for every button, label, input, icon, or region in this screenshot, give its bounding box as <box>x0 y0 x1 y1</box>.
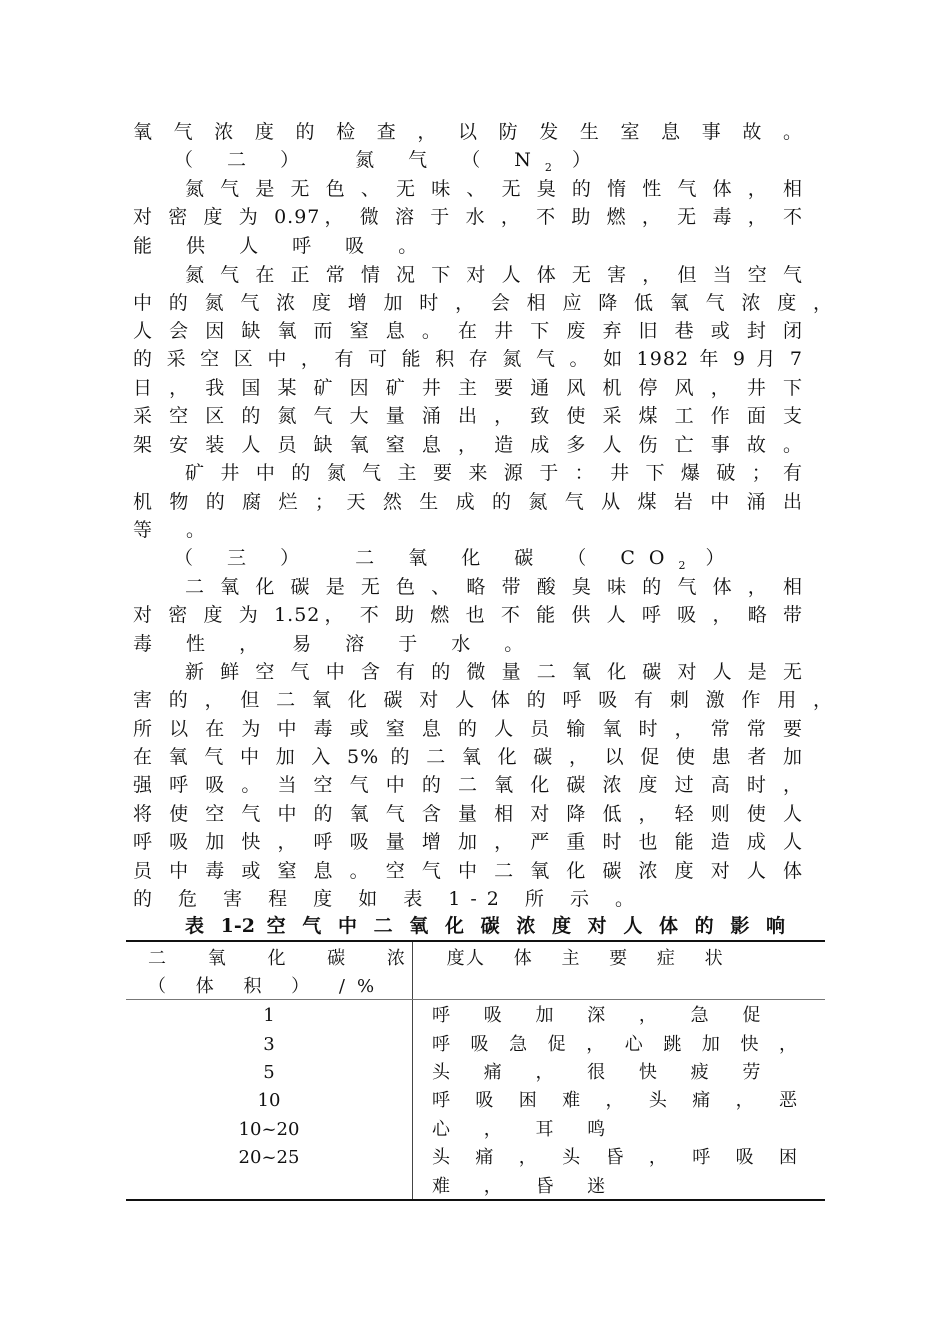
paragraph-line: 害 的 ， 但 二 氧 化 碳 对 人 体 的 呼 吸 有 刺 激 作 用 ， <box>133 689 833 711</box>
paragraph-line: 采 空 区 的 氮 气 大 量 涌 出 ， 致 使 采 煤 工 作 面 支 <box>133 405 803 427</box>
table-cell-symptom: 心 ， 耳 鸣 <box>432 1119 620 1140</box>
paragraph-line: 毒 性 ， 易 溶 于 水 。 <box>133 633 538 655</box>
paragraph-line: 的 采 空 区 中 ， 有 可 能 积 存 氮 气 。 如 1982 年 9 月 7 <box>133 348 803 370</box>
paragraph-line: 等 。 <box>133 519 220 541</box>
table-cell-symptom: 呼 吸 加 深 ， 急 促 <box>432 1005 775 1026</box>
paragraph-line: 日 ， 我 国 某 矿 因 矿 井 主 要 通 风 机 停 风 ， 井 下 <box>133 377 803 399</box>
table-cell-concentration: 20~25 <box>238 1147 300 1168</box>
section-number: （ 二 ） <box>174 149 314 171</box>
paragraph-line: 氮 气 是 无 色 、 无 味 、 无 臭 的 惰 性 气 体 ， 相 <box>185 178 803 200</box>
paragraph-line: 矿 井 中 的 氮 气 主 要 来 源 于 ： 井 下 爆 破 ； 有 <box>185 462 803 484</box>
paragraph-line: 中 的 氮 气 浓 度 增 加 时 ， 会 相 应 降 低 氧 气 浓 度 ， <box>133 292 833 314</box>
paragraph-line: 对 密 度 为 1.52， 不 助 燃 也 不 能 供 人 呼 吸 ， 略 带 <box>133 604 803 626</box>
section-title-end: ） <box>705 547 739 569</box>
table-cell-concentration: 10~20 <box>238 1119 300 1140</box>
paragraph-line: 新 鲜 空 气 中 含 有 的 微 量 二 氧 化 碳 对 人 是 无 <box>185 661 803 683</box>
header-symptoms: 人 体 主 要 症 状 <box>466 948 735 969</box>
paragraph-line: 二 氧 化 碳 是 无 色 、 略 带 酸 臭 味 的 气 体 ， 相 <box>185 576 803 598</box>
paragraph-line: 所 以 在 为 中 毒 或 窒 息 的 人 员 输 氧 时 ， 常 常 要 <box>133 718 803 740</box>
table-cell-concentration: 10 <box>257 1090 281 1111</box>
table-cell-concentration: 1 <box>263 1005 275 1026</box>
table-cell-symptom: 头 痛 ， 头 昏 ， 呼 吸 困 <box>432 1147 798 1168</box>
paragraph-line: 对 密 度 为 0.97， 微 溶 于 水 ， 不 助 燃 ， 无 毒 ， 不 <box>133 206 803 228</box>
paragraph-line: 能 供 人 呼 吸 。 <box>133 235 432 257</box>
table-cell-symptom: 呼 吸 困 难 ， 头 痛 ， 恶 <box>432 1090 798 1111</box>
subscript: 2 <box>544 160 552 174</box>
paragraph-line: 将 使 空 气 中 的 氧 气 含 量 相 对 降 低 ， 轻 则 使 人 <box>133 803 803 825</box>
paragraph-line: 呼 吸 加 快 ， 呼 吸 量 增 加 ， 严 重 时 也 能 造 成 人 <box>133 831 803 853</box>
paragraph-line: 氧 气 浓 度 的 检 查 ， 以 防 发 生 室 息 事 故 。 <box>133 121 803 143</box>
table-cell-symptom: 呼 吸 急 促 ， 心 跳 加 快 ， <box>432 1034 798 1055</box>
table-cell-concentration: 5 <box>263 1062 275 1083</box>
paragraph-line: 人 会 因 缺 氧 而 窒 息 。 在 井 下 废 弃 旧 巷 或 封 闭 <box>133 320 803 342</box>
section-heading-nitrogen <box>174 146 605 174</box>
paragraph-line: 强 呼 吸 。 当 空 气 中 的 二 氧 化 碳 浓 度 过 高 时 ， <box>133 774 803 796</box>
table-column-divider <box>412 942 413 1200</box>
table-header-rule <box>126 999 825 1000</box>
paragraph-line: 员 中 毒 或 窒 息 。 空 气 中 二 氧 化 碳 浓 度 对 人 体 <box>133 860 803 882</box>
section-title-end: ） <box>571 149 605 171</box>
table-cell-concentration: 3 <box>263 1034 275 1055</box>
paragraph-line: 在 氧 气 中 加 入 5% 的 二 氧 化 碳 ， 以 促 使 患 者 加 <box>133 746 803 768</box>
paragraph-line: 架 安 装 人 员 缺 氧 窒 息 ， 造 成 多 人 伤 亡 事 故 。 <box>133 434 803 456</box>
header-concentration: 二 氧 化 碳 浓 度 <box>148 948 483 969</box>
section-title: 氮 气 （ N <box>355 149 545 171</box>
section-heading-co2 <box>174 544 739 572</box>
table-title: 表 1-2 空 气 中 二 氧 化 碳 浓 度 对 人 体 的 影 响 <box>185 915 785 937</box>
paragraph-line: 氮 气 在 正 常 情 况 下 对 人 体 无 害 ， 但 当 空 气 <box>185 264 803 286</box>
subscript: 2 <box>678 558 686 572</box>
paragraph-line: 的 危 害 程 度 如 表 1-2 所 示 。 <box>133 888 644 910</box>
table-cell-symptom: 头 痛 ， 很 快 疲 劳 <box>432 1062 775 1083</box>
section-title: 二 氧 化 碳 （ CO <box>355 547 679 569</box>
header-unit: （ 体 积 ） /% <box>148 976 387 997</box>
table-cell-symptom: 难 ， 昏 迷 <box>432 1176 620 1197</box>
paragraph-line: 机 物 的 腐 烂 ； 天 然 生 成 的 氮 气 从 煤 岩 中 涌 出 <box>133 491 803 513</box>
table-top-rule <box>126 940 825 942</box>
table-bottom-rule <box>126 1199 825 1201</box>
section-number: （ 三 ） <box>174 547 314 569</box>
